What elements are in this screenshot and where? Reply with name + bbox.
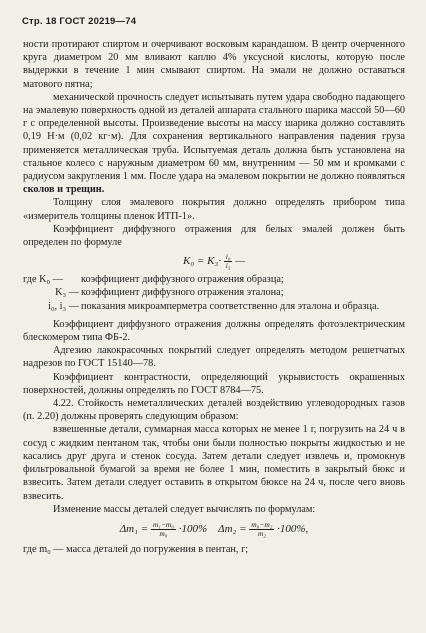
definition-row: [23, 300, 405, 313]
formula-lhs: Δm₂ =: [218, 522, 247, 535]
paragraph: взвешенные детали, суммарная масса которых не менее 1 г, погрузить на 24 ч в сосуд с жидким пентаном так, чтобы они были полностью покрыты жидкостью и не касались друг друга и стенок сосуда. Затем детали следует извлечь и, промокнув фильтровальной бумагой за время не более 1 мин, поместить в закрытый бюкс и взвесить. Затем детали следует оставить в открытом бюксе на 24 ч, после чего вновь взвесить.: [23, 424, 405, 502]
formula-numerator: i₀: [225, 252, 231, 262]
formula-lhs: Δm₁ =: [119, 522, 149, 535]
definition-term: K₃ —: [55, 287, 79, 299]
definition-row: [23, 273, 405, 286]
paragraph: Коэффициент диффузного отражения должны определять фотоэлектрическим блескомером типа ФБ-2.: [23, 318, 405, 344]
formula-denominator: m₀: [159, 528, 168, 538]
formula-diffuse-reflection: [23, 253, 405, 270]
formula-tail: ·100%: [178, 522, 208, 535]
paragraph-text: механической прочность следует испытывать путем удара свободно падающего на эмалевую поверхность одной из деталей аппарата стального шарика массой 50—60 г с определенной высоты. Произведение высоты на массу шарика должно составлять 0,19 Н·м (0,02 кг·м). Для сохранения вертикального направления падения груза применяется металлическая труба. Испытуемая деталь должна быть установлена на стальное колесо с наружным диаметром 60 мм, внутренним — 50 мм и кромками с радиусом закругления 1 мм. После удара на эмалевом покрытии не должно появляться: [23, 91, 405, 183]
paragraph: Изменение массы деталей следует вычислять по формулам:: [53, 503, 316, 515]
definition-term: где K₀ —: [23, 274, 63, 286]
formula-lhs: K₀ = K₃·: [183, 255, 221, 268]
paragraph: Адгезию лакокрасочных покрытий следует определять методом решетчатых надрезов по ГОСТ 15140—78.: [23, 345, 405, 370]
paragraph-section-4-22: 4.22. Стойкость неметаллических деталей воздействию углеводородных газов (п. 2.20) должны проверять следующим образом:: [23, 398, 405, 423]
formula-tail: —: [235, 255, 245, 268]
formula-numerator: m₁−m₀: [152, 519, 174, 529]
definition-row: [23, 286, 405, 299]
formula-fraction: [151, 521, 176, 538]
document-body: [23, 38, 405, 556]
paragraph: где m₀ — масса деталей до погружения в пентан, г;: [23, 543, 249, 555]
paragraph: Коэффициент диффузного отражения для белых эмалей должен быть определен по формуле: [23, 223, 405, 249]
formula-fraction: [224, 253, 233, 270]
page-header: Стр. 18 ГОСТ 20219—74: [22, 16, 137, 27]
formula-denominator: i₃: [225, 261, 231, 271]
formula-denominator: m₂: [257, 528, 266, 538]
paragraph: ности протирают спиртом и очерчивают восковым карандашом. В центр очерченного круга диаметром 20 мм вливают каплю 4% уксусной кислоты, которую после выдержки в течение 1 мин смывают спиртом. На эмали не должно оставаться матового пятна;: [23, 39, 405, 90]
bold-text: сколов и трещин.: [23, 184, 105, 196]
definition-list: [23, 273, 405, 313]
definition-term: i₀, i₃ —: [48, 300, 79, 312]
formula-tail: ·100%,: [277, 522, 309, 535]
formula-fraction: [249, 521, 274, 538]
paragraph: Коэффициент контрастности, определяющий укрывистость окрашенных поверхностей, должны определять по ГОСТ 8784—75.: [23, 371, 405, 396]
formula-numerator: m₀−m₂: [251, 519, 273, 529]
definition-text: коэффициент диффузного отражения образца;: [81, 274, 284, 286]
formula-mass-change: [23, 521, 405, 538]
definition-text: коэффициент диффузного отражения эталона;: [81, 287, 284, 299]
paragraph: Толщину слоя эмалевого покрытия должно определять прибором типа «измеритель толщины пленок ИТП-1».: [23, 197, 405, 222]
paragraph-mechanical-strength: [23, 91, 405, 197]
definition-text: показания микроамперметра соответственно для эталона и образца.: [81, 300, 380, 312]
